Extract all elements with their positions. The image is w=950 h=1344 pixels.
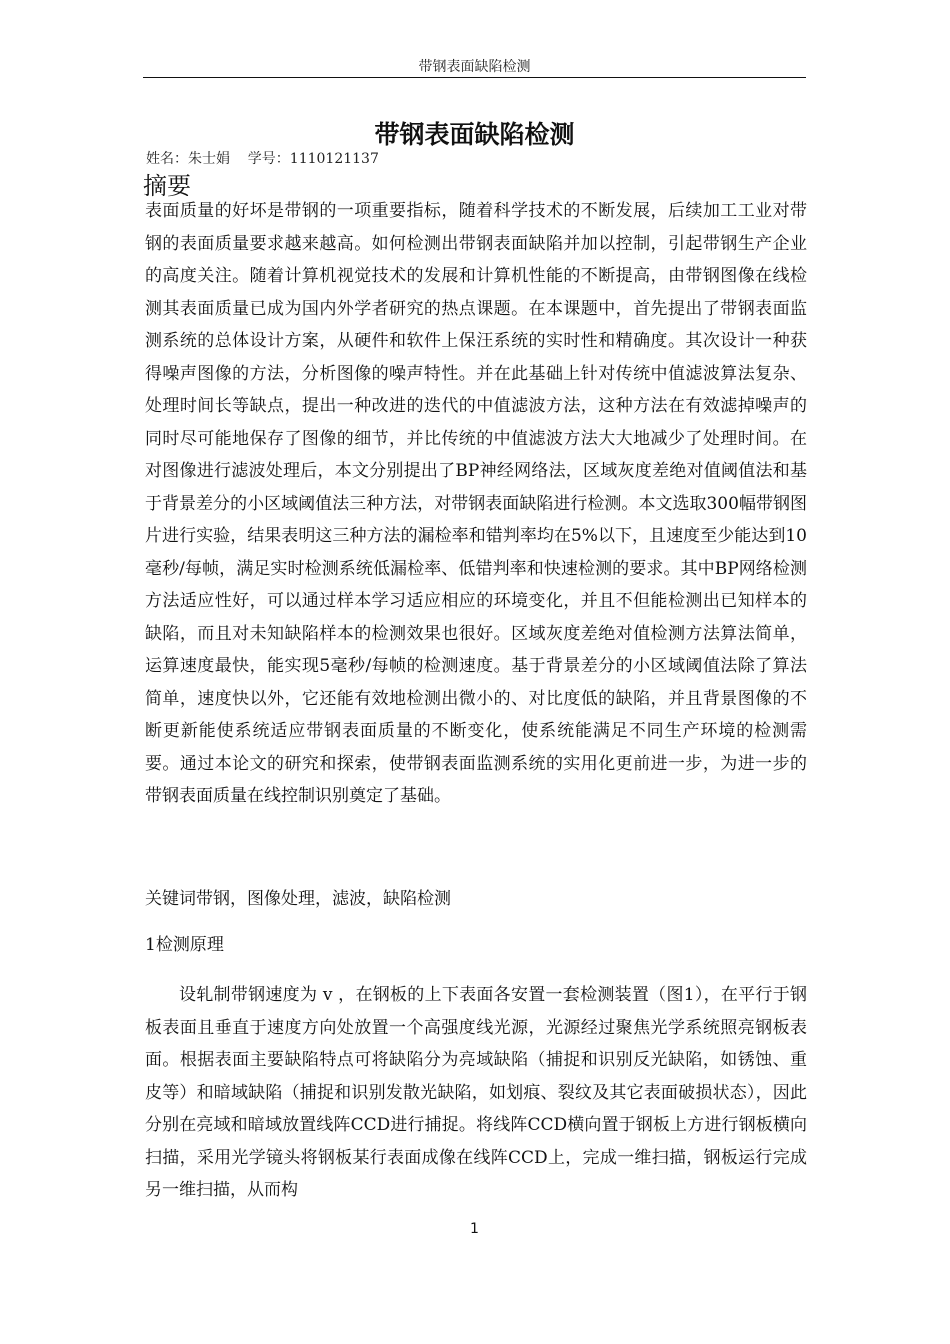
page-number: 1 [470, 1221, 479, 1237]
abstract-body: 表面质量的好坏是带钢的一项重要指标，随着科学技术的不断发展，后续加工工业对带钢的表面质量要求越来越高。如何检测出带钢表面缺陷并加以控制，引起带钢生产企业的高度关注。随着计算机视觉技术的发展和计算机性能的不断提高，由带钢图像在线检测其表面质量已成为国内外学者研究的热点课题。在本课题中，首先提出了带钢表面监测系统的总体设计方案，从硬件和软件上保汪系统的实时性和精确度。其次设计一种获得噪声图像的方法，分析图像的噪声特性。并在此基础上针对传统中值滤波算法复杂、处理时间长等缺点，提出一种改进的迭代的中值滤波方法，这种方法在有效滤掉噪声的同时尽可能地保存了图像的细节，并比传统的中值滤波方法大大地减少了处理时间。在对图像进行滤波处理后，本文分别提出了BP神经网络法，区域灰度差绝对值阈值法和基于背景差分的小区域阈值法三种方法，对带钢表面缺陷进行检测。本文选取300幅带钢图片进行实验，结果表明这三种方法的漏检率和错判率均在5%以下，且速度至少能达到10毫秒/每帧，满足实时检测系统低漏检率、低错判率和快速检测的要求。其中BP网络检测方法适应性好，可以通过样本学习适应相应的环境变化，并且不但能检测出已知样本的缺陷，而且对未知缺陷样本的检测效果也很好。区域灰度差绝对值检测方法算法简单，运算速度最快，能实现5毫秒/每帧的检测速度。基于背景差分的小区域阈值法除了算法简单，速度快以外，它还能有效地检测出微小的、对比度低的缺陷，并且背景图像的不断更新能使系统适应带钢表面质量的不断变化，使系统能满足不同生产环境的检测需要。通过本论文的研究和探索，使带钢表面监测系统的实用化更前进一步，为进一步的带钢表面质量在线控制识别奠定了基础。 [145, 201, 807, 806]
section-1-heading: 1检测原理 [145, 935, 224, 955]
author-info: 姓名：朱士娟 学号：1110121137 [146, 151, 379, 167]
keywords-line: 关键词带钢，图像处理，滤波，缺陷检测 [145, 889, 451, 909]
header-rule [143, 77, 806, 78]
running-header: 带钢表面缺陷检测 [418, 59, 531, 75]
abstract-heading: 摘要 [143, 172, 191, 200]
section-1-body: 设轧制带钢速度为 v ，在钢板的上下表面各安置一套检测装置（图1），在平行于钢板表面且垂直于速度方向处放置一个高强度线光源，光源经过聚焦光学系统照亮钢板表面。根据表面主要缺陷特点可将缺陷分为亮域缺陷（捕捉和识别反光缺陷，如锈蚀、重皮等）和暗域缺陷（捕捉和识别发散光缺陷，如划痕、裂纹及其它表面破损状态），因此分别在亮域和暗域放置线阵CCD进行捕捉。将线阵CCD横向置于钢板上方进行钢板横向扫描，采用光学镜头将钢板某行表面成像在线阵CCD上，完成一维扫描，钢板运行完成另一维扫描，从而构 [145, 985, 807, 1200]
paper-title: 带钢表面缺陷检测 [374, 120, 575, 149]
